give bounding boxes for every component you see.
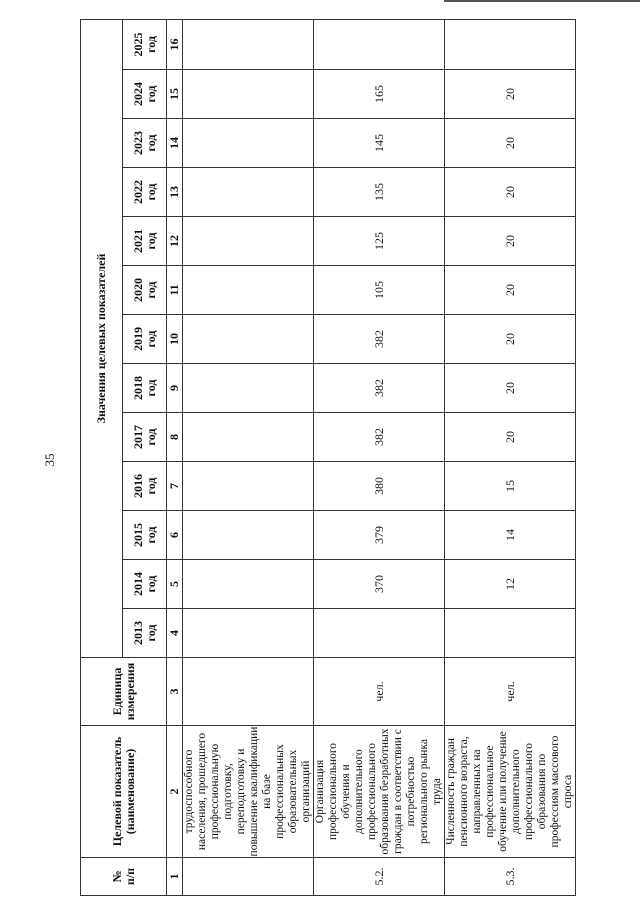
value-cell: 125 — [314, 217, 445, 266]
value-cell — [183, 560, 314, 609]
value-cell: 20 — [445, 315, 576, 364]
header-year: 2024 год — [123, 70, 167, 119]
header-year: 2015 год — [123, 511, 167, 560]
unit-cell — [183, 658, 314, 726]
value-cell — [183, 168, 314, 217]
unit-cell: чел. — [445, 658, 576, 726]
row-index: 5.3. — [445, 858, 576, 896]
column-number: 11 — [167, 266, 183, 315]
value-cell: 105 — [314, 266, 445, 315]
column-number: 15 — [167, 70, 183, 119]
header-values-group: Значения целевых показателей — [81, 19, 123, 657]
column-number: 14 — [167, 119, 183, 168]
value-cell — [183, 217, 314, 266]
column-number: 6 — [167, 511, 183, 560]
column-number: 16 — [167, 19, 183, 69]
value-cell — [183, 315, 314, 364]
value-cell: 20 — [445, 266, 576, 315]
column-number: 9 — [167, 364, 183, 413]
column-number: 13 — [167, 168, 183, 217]
value-cell: 20 — [445, 217, 576, 266]
header-year: 2013 год — [123, 609, 167, 658]
value-cell — [314, 19, 445, 69]
column-number: 10 — [167, 315, 183, 364]
header-year: 2014 год — [123, 560, 167, 609]
table-row — [183, 19, 314, 895]
value-cell — [445, 19, 576, 69]
column-number: 5 — [167, 560, 183, 609]
column-number: 7 — [167, 462, 183, 511]
value-cell: 145 — [314, 119, 445, 168]
value-cell — [183, 413, 314, 462]
value-cell: 370 — [314, 560, 445, 609]
page-number: 35 — [42, 453, 57, 467]
value-cell — [445, 609, 576, 658]
value-cell — [183, 511, 314, 560]
value-cell — [183, 119, 314, 168]
column-number: 1 — [167, 858, 183, 896]
table-row — [445, 19, 576, 895]
top-rule — [444, 0, 640, 2]
unit-cell: чел. — [314, 658, 445, 726]
header-year: 2021 год — [123, 217, 167, 266]
row-index — [183, 858, 314, 896]
value-cell — [183, 19, 314, 69]
table-row — [314, 19, 445, 895]
value-cell: 379 — [314, 511, 445, 560]
header-year: 2025 год — [123, 19, 167, 69]
header-year: 2023 год — [123, 119, 167, 168]
header-name: Целевой показатель (наименование) — [81, 726, 167, 858]
header-unit: Единица измерения — [81, 658, 167, 726]
value-cell — [183, 609, 314, 658]
column-number: 12 — [167, 217, 183, 266]
target-indicators-table — [80, 19, 576, 896]
column-number: 2 — [167, 726, 183, 858]
value-cell: 12 — [445, 560, 576, 609]
header-year: 2018 год — [123, 364, 167, 413]
value-cell — [183, 70, 314, 119]
header-year: 2016 год — [123, 462, 167, 511]
value-cell: 382 — [314, 315, 445, 364]
column-number: 8 — [167, 413, 183, 462]
value-cell — [183, 266, 314, 315]
header-year: 2017 год — [123, 413, 167, 462]
column-number: 4 — [167, 609, 183, 658]
value-cell: 135 — [314, 168, 445, 217]
value-cell: 382 — [314, 364, 445, 413]
value-cell: 380 — [314, 462, 445, 511]
value-cell: 382 — [314, 413, 445, 462]
header-year: 2019 год — [123, 315, 167, 364]
value-cell — [183, 364, 314, 413]
header-index: № п/п — [81, 858, 167, 896]
header-year: 2020 год — [123, 266, 167, 315]
value-cell — [183, 462, 314, 511]
indicator-name: трудоспособного населения, прошедшего профессиональную подготовку, переподготовку и повышение квалификации на базе профессиональных образовательных организаций — [183, 726, 312, 857]
indicator-name: Организация профессионального обучения и дополнительного профессионального образования безработных граждан в соответствии с потребностью регионального рынка труда — [314, 726, 445, 858]
column-number: 3 — [167, 658, 183, 726]
value-cell: 20 — [445, 70, 576, 119]
row-index: 5.2. — [314, 858, 445, 896]
indicator-name: Численность граждан пенсионного возраста, направленных на профессиональное обучение или получение дополнительного профессионального образования по профессиям массового спроса — [445, 726, 576, 858]
value-cell: 14 — [445, 511, 576, 560]
value-cell: 20 — [445, 413, 576, 462]
value-cell: 165 — [314, 70, 445, 119]
table-frame — [80, 20, 574, 896]
value-cell: 20 — [445, 364, 576, 413]
header-year: 2022 год — [123, 168, 167, 217]
value-cell — [314, 609, 445, 658]
value-cell: 15 — [445, 462, 576, 511]
value-cell: 20 — [445, 119, 576, 168]
value-cell: 20 — [445, 168, 576, 217]
